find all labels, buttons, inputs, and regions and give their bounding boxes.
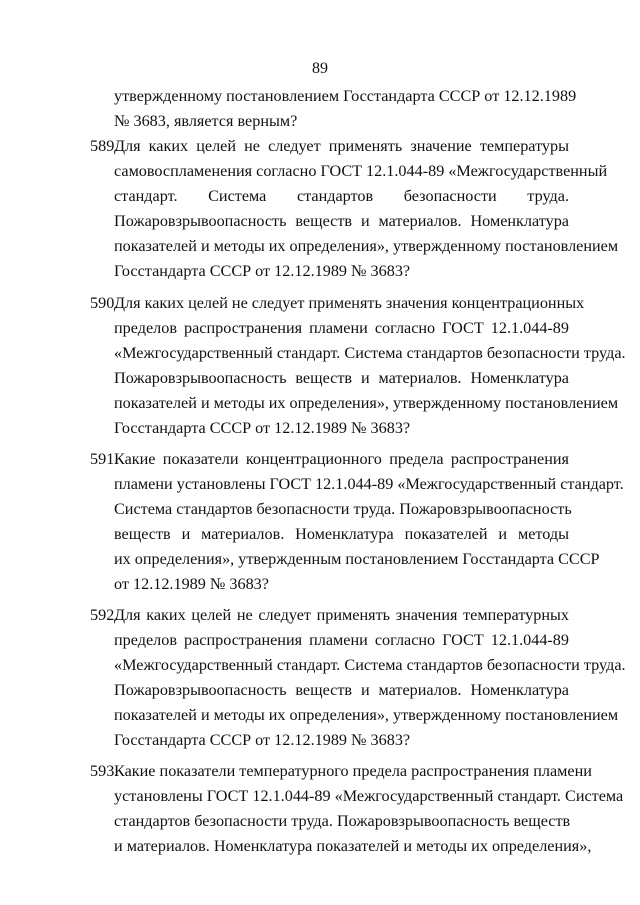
question-number: 589. bbox=[90, 137, 119, 155]
text-line: установлены ГОСТ 12.1.044-89 «Межгосударственный стандарт. Система bbox=[114, 787, 624, 805]
text-line: стандартов безопасности труда. Пожаровзрывоопасность веществ bbox=[114, 812, 571, 830]
question-number: 592. bbox=[90, 606, 119, 624]
text-line: пределов распространения пламени согласно ГОСТ 12.1.044-89 bbox=[114, 631, 569, 649]
text-line: пределов распространения пламени согласно ГОСТ 12.1.044-89 bbox=[114, 319, 569, 337]
text-line: Госстандарта СССР от 12.12.1989 № 3683? bbox=[114, 731, 411, 749]
text-line: показателей и методы их определения», утвержденному постановлением bbox=[114, 237, 619, 255]
question-number: 593. bbox=[90, 762, 119, 780]
text-line: «Межгосударственный стандарт. Система стандартов безопасности труда. bbox=[114, 344, 626, 362]
text-line: Госстандарта СССР от 12.12.1989 № 3683? bbox=[114, 262, 411, 280]
text-line: Госстандарта СССР от 12.12.1989 № 3683? bbox=[114, 419, 411, 437]
text-line: «Межгосударственный стандарт. Система стандартов безопасности труда. bbox=[114, 656, 626, 674]
text-line: самовоспламенения согласно ГОСТ 12.1.044-89 «Межгосударственный bbox=[114, 162, 608, 180]
question-item-590 bbox=[90, 291, 626, 441]
text-line: № 3683, является верным? bbox=[114, 112, 298, 130]
question-number: 591. bbox=[90, 450, 119, 468]
text-line: их определения», утвержденным постановлением Госстандарта СССР bbox=[114, 550, 600, 568]
text-line: Система стандартов безопасности труда. Пожаровзрывоопасность bbox=[114, 500, 572, 518]
question-text bbox=[114, 447, 624, 597]
text-line: Пожаровзрывоопасность веществ и материалов. Номенклатура bbox=[114, 681, 569, 699]
question-text bbox=[114, 603, 626, 753]
text-line: стандарт. Система стандартов безопасности труда. bbox=[114, 187, 569, 205]
text-line: веществ и материалов. Номенклатура показателей и методы bbox=[114, 525, 569, 543]
text-line: и материалов. Номенклатура показателей и методы их определения», bbox=[114, 837, 592, 855]
question-item-591 bbox=[90, 447, 624, 597]
question-item-592 bbox=[90, 603, 626, 753]
text-line: Пожаровзрывоопасность веществ и материалов. Номенклатура bbox=[114, 369, 569, 387]
text-line: утвержденному постановлением Госстандарта СССР от 12.12.1989 bbox=[114, 87, 577, 105]
text-line: Для каких целей не следует применять значения температурных bbox=[114, 606, 569, 624]
text-line: Пожаровзрывоопасность веществ и материалов. Номенклатура bbox=[114, 212, 569, 230]
question-text bbox=[114, 134, 619, 284]
lead-paragraph bbox=[114, 84, 577, 134]
text-line: Для каких целей не следует применять значения концентрационных bbox=[114, 294, 585, 312]
text-line: пламени установлены ГОСТ 12.1.044-89 «Межгосударственный стандарт. bbox=[114, 475, 624, 493]
text-line: Для каких целей не следует применять значение температуры bbox=[114, 137, 569, 155]
question-number: 590. bbox=[90, 294, 119, 312]
question-text bbox=[114, 291, 626, 441]
text-line: Какие показатели концентрационного предела распространения bbox=[114, 450, 569, 468]
question-item-593 bbox=[90, 759, 624, 859]
text-line: показателей и методы их определения», утвержденному постановлением bbox=[114, 394, 619, 412]
text-line: Какие показатели температурного предела распространения пламени bbox=[114, 762, 592, 780]
page-number: 89 bbox=[312, 60, 328, 77]
question-list bbox=[90, 134, 626, 859]
question-item-589 bbox=[90, 134, 619, 284]
text-line: показателей и методы их определения», утвержденному постановлением bbox=[114, 706, 619, 724]
question-text bbox=[114, 759, 624, 859]
text-line: от 12.12.1989 № 3683? bbox=[114, 575, 269, 593]
